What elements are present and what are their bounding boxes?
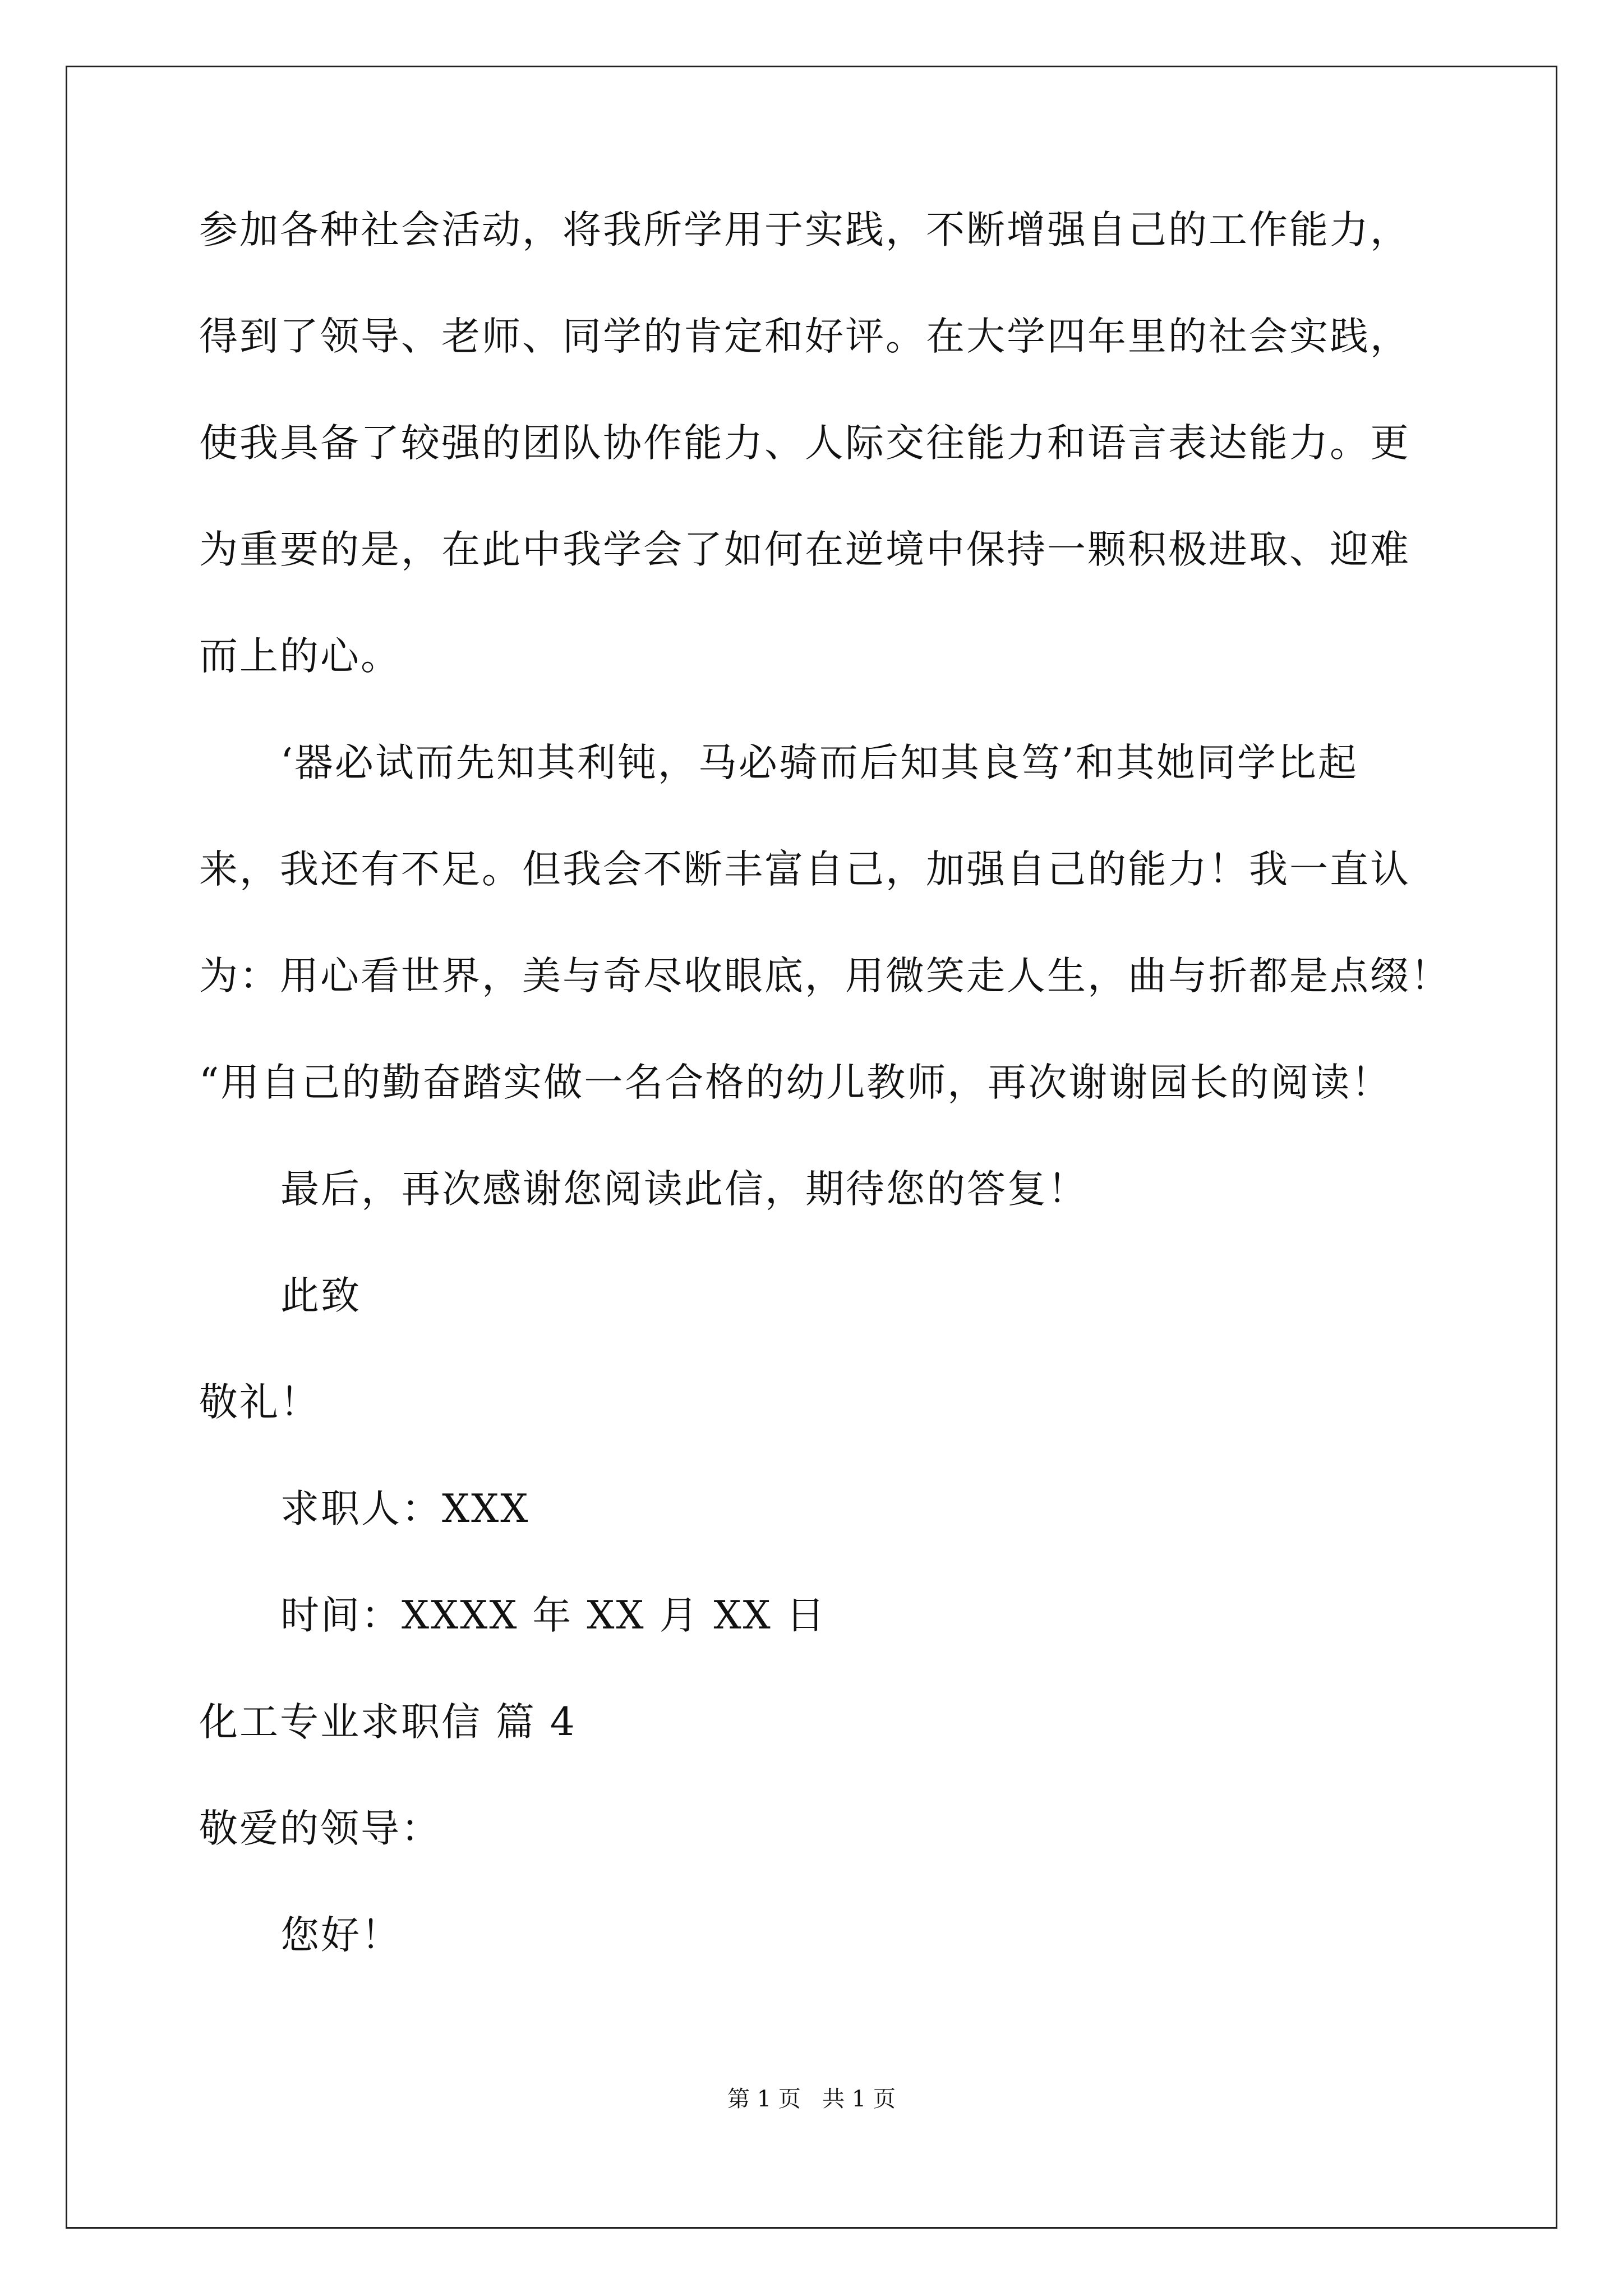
greeting-recipient: 敬爱的领导： (199, 1806, 441, 1851)
body-line-4: 为重要的是，在此中我学会了如何在逆境中保持一颗积极进取、迎难 (199, 527, 1410, 572)
body-line-7: 来，我还有不足。但我会不断丰富自己，加强自己的能力！我一直认 (199, 847, 1410, 892)
date-line: 时间：XXXX 年 XX 月 XX 日 (280, 1593, 827, 1638)
body-line-9: “用自己的勤奋踏实做一名合格的幼儿教师，再次谢谢园长的阅读！ (199, 1060, 1392, 1105)
applicant-line: 求职人：XXX (280, 1487, 530, 1531)
page-border (66, 66, 1557, 2229)
salutation-jingli: 敬礼！ (199, 1380, 320, 1425)
body-line-1: 参加各种社会活动，将我所学用于实践，不断增强自己的工作能力， (199, 208, 1410, 252)
body-line-5: 而上的心。 (199, 634, 401, 679)
section-heading: 化工专业求职信 篇 4 (199, 1700, 577, 1745)
salutation-cizhi: 此致 (280, 1273, 361, 1318)
body-line-3: 使我具备了较强的团队协作能力、人际交往能力和语言表达能力。更 (199, 421, 1410, 466)
page-number-footer: 第 1 页 共 1 页 (727, 2086, 896, 2112)
body-line-8: 为：用心看世界，美与奇尽收眼底，用微笑走人生，曲与折都是点缀！ (199, 954, 1451, 999)
body-line-6: ‘器必试而先知其利钝，马必骑而后知其良笃’和其她同学比起 (280, 740, 1358, 785)
greeting-hello: 您好！ (280, 1913, 402, 1958)
body-line-2: 得到了领导、老师、同学的肯定和好评。在大学四年里的社会实践， (199, 314, 1410, 359)
closing-line: 最后，再次感谢您阅读此信，期待您的答复！ (280, 1167, 1088, 1212)
